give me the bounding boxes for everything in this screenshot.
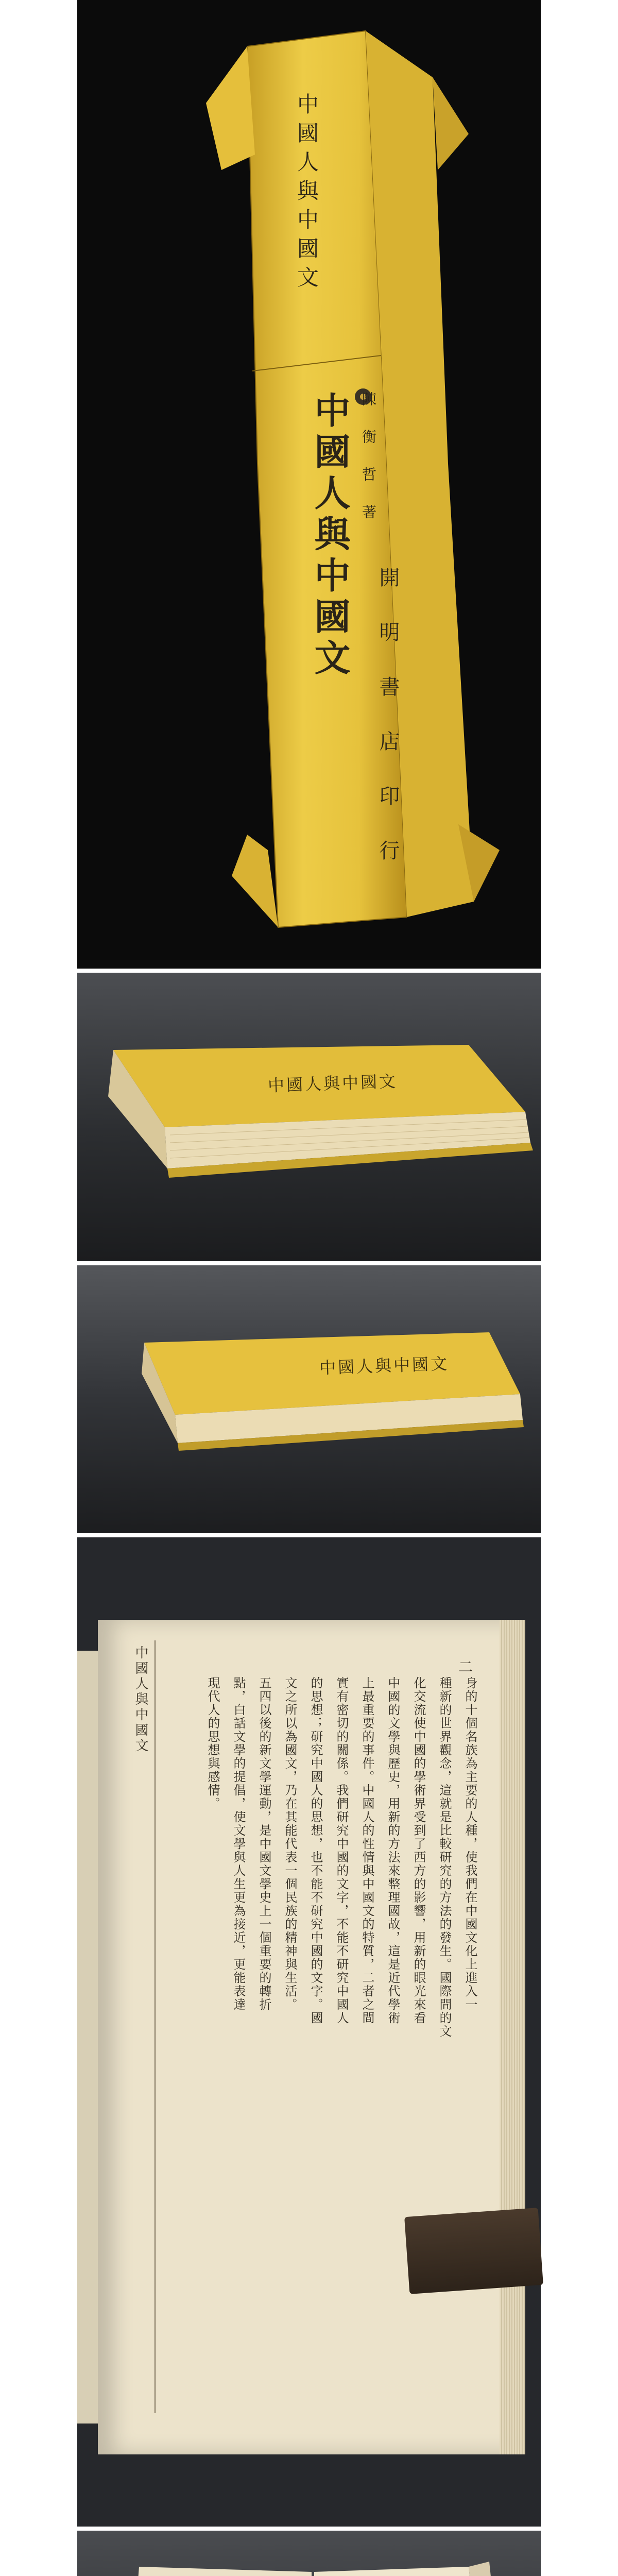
photo-closed-book-1 bbox=[77, 973, 541, 1261]
photo-open-spread-1 bbox=[77, 2531, 541, 2576]
spine-author: 陳 衡 哲 著 bbox=[360, 392, 377, 522]
page-text-column: 現代人的思想與感情。 bbox=[205, 1676, 220, 1810]
closed-book-shape-2 bbox=[77, 1265, 541, 1533]
left-page-edge bbox=[77, 1651, 98, 2424]
photo-spine-view bbox=[77, 0, 541, 969]
page-text-column: 的思想；研究中國人的思想，也不能不研究中國的文字。國 bbox=[308, 1676, 323, 2025]
photo-open-page bbox=[77, 1537, 541, 2527]
page-text-column: 化交流使中國的學術界受到了西方的影響，用新的眼光來看 bbox=[411, 1676, 426, 2025]
page-text-column: 身的十個名族為主要的人種，使我們在中國文化上進入一 bbox=[463, 1676, 477, 2011]
photo-closed-book-2 bbox=[77, 1265, 541, 1533]
closed-book-cover-title-2: 中國人與中國文 bbox=[319, 1353, 450, 1378]
page-number: 二 bbox=[458, 1658, 473, 1675]
page-heading: 中國人與中國文 bbox=[133, 1646, 148, 1754]
closed-book-cover-title-1: 中國人與中國文 bbox=[267, 1071, 398, 1096]
spine-title: 中國人與中國文 bbox=[294, 93, 319, 295]
spine-publisher: 開 明 書 店 印 行 bbox=[376, 567, 400, 866]
open-spread-shape-1 bbox=[77, 2531, 541, 2576]
wooden-weight bbox=[404, 2208, 543, 2294]
page-text-column: 文之所以為國文，乃在其能代表一個民族的精神與生活。 bbox=[283, 1676, 297, 2011]
closed-book-shape-1 bbox=[77, 973, 541, 1261]
page-stack-edge bbox=[500, 1620, 525, 2454]
page-text-column: 五四以後的新文學運動，是中國文學史上一個重要的轉折 bbox=[257, 1676, 271, 2011]
page-text-column: 種新的世界觀念，這就是比較研究的方法的發生。國際間的文 bbox=[437, 1676, 452, 2038]
page-text-column: 實有密切的關係。我們研究中國的文字，不能不研究中國人 bbox=[334, 1676, 349, 2025]
spine-calligraphy-title: 中國人與中國文 bbox=[308, 392, 351, 680]
heading-rule bbox=[154, 1640, 156, 2413]
page-text-column: 上最重要的事件。中國人的性情與中國文的特質，二者之間 bbox=[360, 1676, 374, 2025]
page-text-column: 點，白話文學的提倡，使文學與人生更為接近，更能表達 bbox=[231, 1676, 246, 2011]
page-text-column: 中國的文學與歷史，用新的方法來整理國故，這是近代學術 bbox=[386, 1676, 400, 2025]
